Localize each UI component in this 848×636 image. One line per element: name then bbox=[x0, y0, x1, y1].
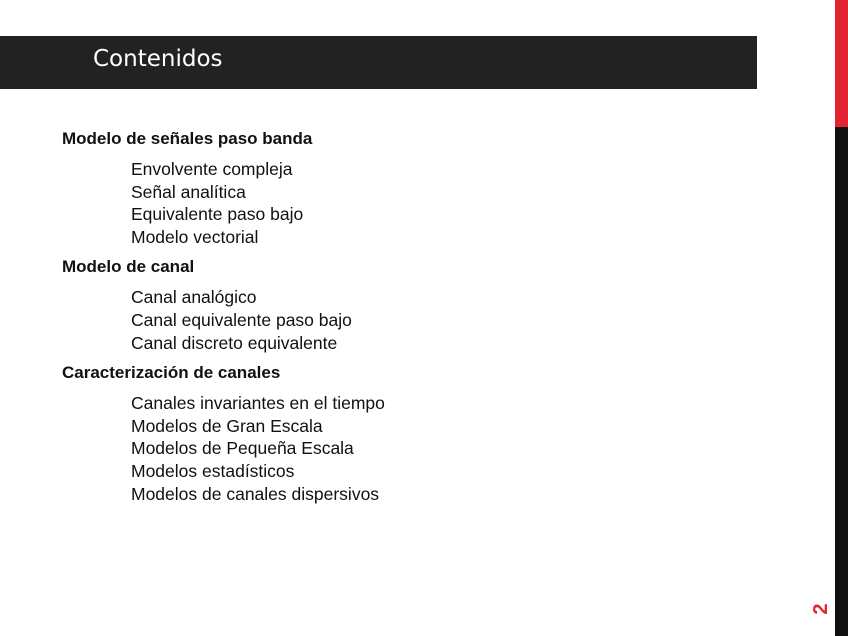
list-item: Modelos de Pequeña Escala bbox=[131, 438, 354, 459]
list-item: Modelos de canales dispersivos bbox=[131, 483, 380, 504]
list-item: Canales invariantes en el tiempo bbox=[131, 393, 385, 414]
section-heading: Modelo de señales paso banda bbox=[62, 129, 313, 148]
list-item: Modelo vectorial bbox=[131, 226, 259, 247]
content-outline bbox=[62, 128, 762, 505]
list-item: Canal analógico bbox=[131, 287, 257, 308]
side-accent-red bbox=[835, 0, 848, 127]
section-caracterizacion bbox=[62, 362, 762, 505]
side-accent-black bbox=[835, 127, 848, 636]
section-canal bbox=[62, 256, 762, 354]
list-item: Envolvente compleja bbox=[131, 159, 293, 179]
list-item: Señal analítica bbox=[131, 181, 246, 202]
section-items bbox=[131, 158, 762, 248]
list-item: Canal discreto equivalente bbox=[131, 332, 338, 353]
section-heading: Modelo de canal bbox=[62, 257, 195, 277]
section-heading: Caracterización de canales bbox=[62, 363, 281, 383]
list-item: Equivalente paso bajo bbox=[131, 204, 304, 225]
page-number: 2 bbox=[810, 603, 832, 615]
section-items bbox=[131, 286, 762, 354]
list-item: Canal equivalente paso bajo bbox=[131, 309, 352, 330]
section-items bbox=[131, 392, 762, 505]
section-senales bbox=[62, 128, 762, 248]
slide-title: Contenidos bbox=[93, 46, 223, 72]
list-item: Modelos de Gran Escala bbox=[131, 415, 323, 436]
list-item: Modelos estadísticos bbox=[131, 460, 295, 481]
